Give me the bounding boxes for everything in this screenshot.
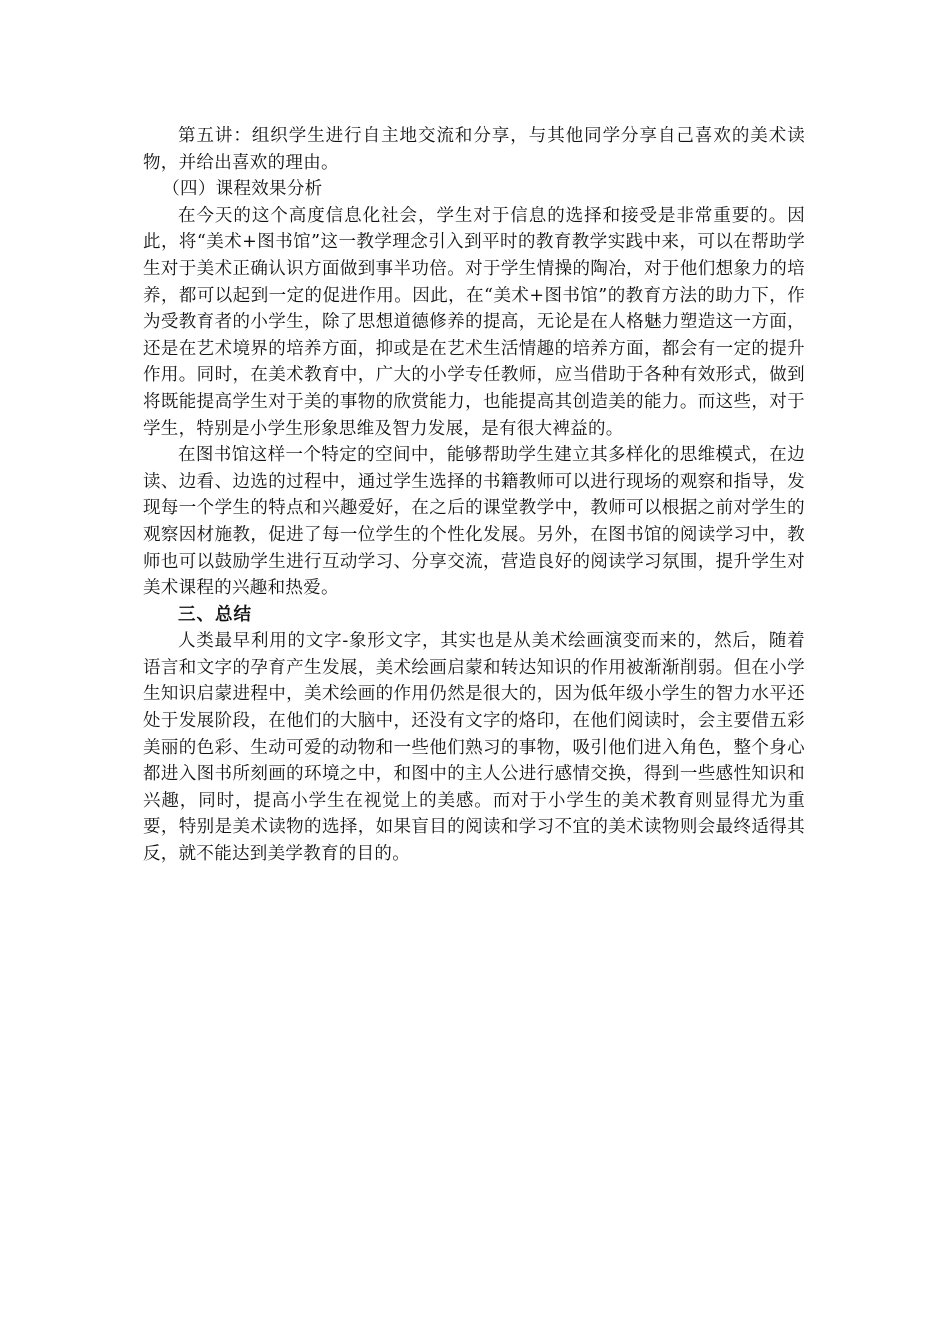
subheading-course-effect-analysis: （四）课程效果分析 (162, 179, 323, 200)
paragraph-library-space: 在图书馆这样一个特定的空间中，能够帮助学生建立其多样化的思维模式，在边读、边看、边选的过程中，通过学生选择的书籍教师可以进行现场的观察和指导，发现每一个学生的特点和兴趣爱好，在之后的课堂教学中，教师可以根据之前对学生的观察因材施教，促进了每一位学生的个性化发展。另外，在图书馆的阅读学习中，教师也可以鼓励学生进行互动学习、分享交流，营造良好的阅读学习氛围，提升学生对美术课程的兴趣和热爱。 (143, 445, 805, 599)
paragraph-summary: 人类最早利用的文字-象形文字，其实也是从美术绘画演变而来的，然后，随着语言和文字的孕育产生发展，美术绘画启蒙和转达知识的作用被渐渐削弱。但在小学生知识启蒙进程中，美术绘画的作用仍然是很大的，因为低年级小学生的智力水平还处于发展阶段，在他们的大脑中，还没有文字的烙印，在他们阅读时，会主要借五彩美丽的色彩、生动可爱的动物和一些他们熟习的事物，吸引他们进入角色，整个身心都进入图书所刻画的环境之中，和图中的主人公进行感情交换，得到一些感性知识和兴趣，同时，提高小学生在视觉上的美感。而对于小学生的美术教育则显得尤为重要，特别是美术读物的选择，如果盲目的阅读和学习不宜的美术读物则会最终适得其反，就不能达到美学教育的目的。 (143, 631, 805, 865)
paragraph-lecture-five: 第五讲：组织学生进行自主地交流和分享，与其他同学分享自己喜欢的美术读物，并给出喜欢的理由。 (143, 126, 805, 173)
section-heading-summary: 三、总结 (178, 604, 252, 625)
document-body (143, 123, 805, 868)
paragraph-information-society: 在今天的这个高度信息化社会，学生对于信息的选择和接受是非常重要的。因此，将“美术+图书馆”这一教学理念引入到平时的教育教学实践中来，可以在帮助学生对于美术正确认识方面做到事半功倍。对于学生情操的陶冶，对于他们想象力的培养，都可以起到一定的促进作用。因此，在“美术+图书馆”的教育方法的助力下，作为受教育者的小学生，除了思想道德修养的提高，无论是在人格魅力塑造这一方面，还是在艺术境界的培养方面，抑或是在艺术生活情趣的培养方面，都会有一定的提升作用。同时，在美术教育中，广大的小学专任教师，应当借助于各种有效形式，做到将既能提高学生对于美的事物的欣赏能力，也能提高其创造美的能力。而这些，对于学生，特别是小学生形象思维及智力发展，是有很大裨益的。 (143, 205, 805, 439)
